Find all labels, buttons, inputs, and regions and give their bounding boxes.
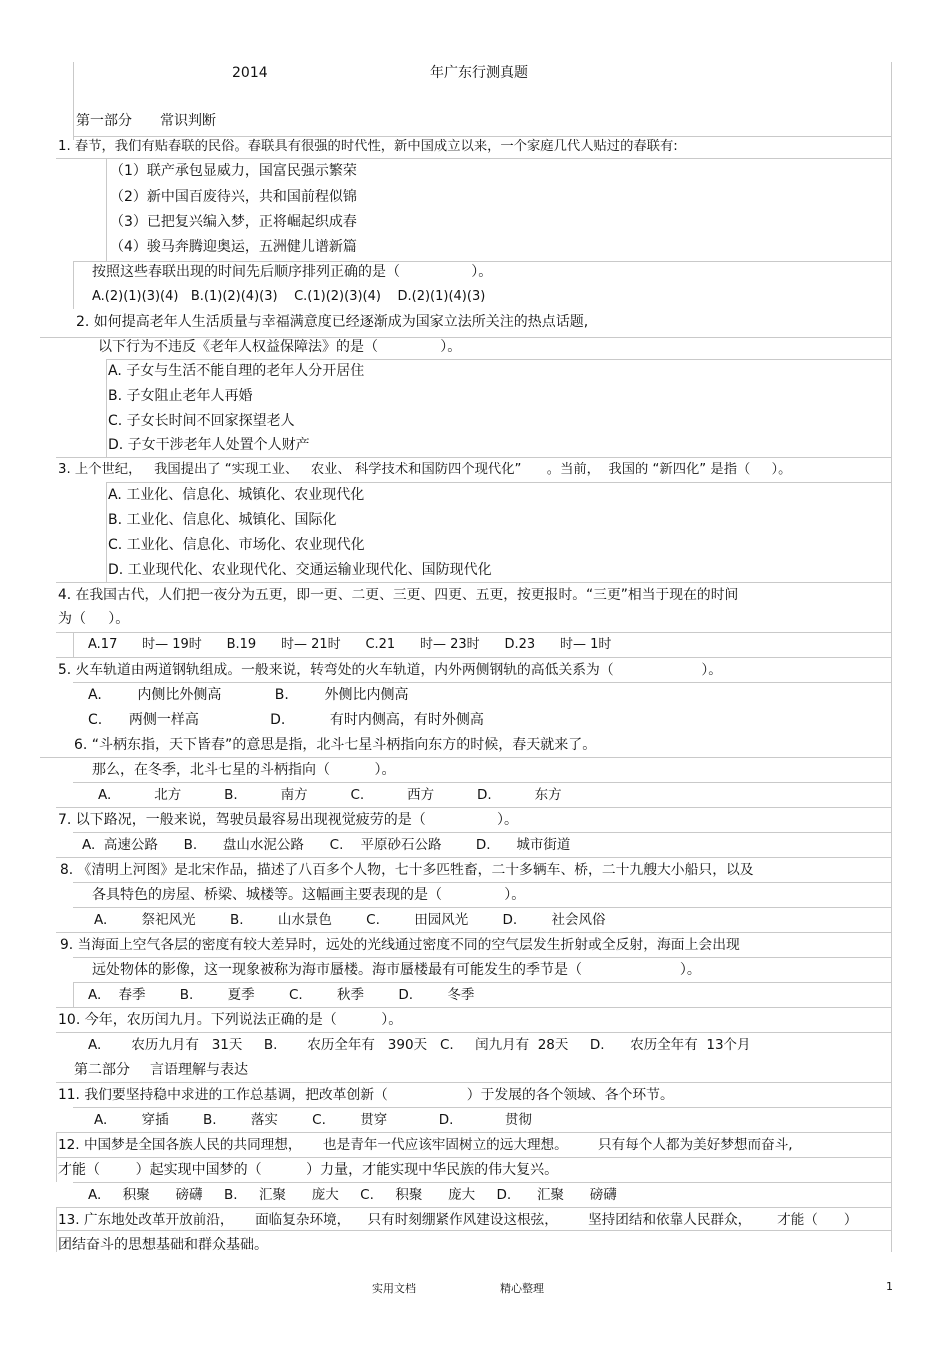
q2-option-a: A. 子女与生活不能自理的老年人分开居住: [108, 363, 365, 379]
q13-stem-1: 13. 广东地处改革开放前沿， 面临复杂环境， 只有时刻绷紧作风建设这根弦， 坚持团结和依靠人民群众， 才能（ ）: [58, 1212, 858, 1228]
q1-item-1: （1）联产承包显威力，国富民强示繁荣: [110, 163, 357, 179]
q1-question-left: [73, 261, 74, 309]
q3-option-b: B. 工业化、信息化、城镇化、国际化: [108, 512, 337, 528]
q2-option-b: B. 子女阻止老年人再婚: [108, 388, 253, 404]
q3-option-a: A. 工业化、信息化、城镇化、农业现代化: [108, 487, 365, 503]
q2-stem-2: 以下行为不违反《老年人权益保障法》的是（ ）。: [98, 339, 462, 355]
rule: [40, 757, 891, 758]
title-year: 2014: [232, 65, 268, 81]
rule: [73, 882, 891, 883]
q2-stem-1: 2. 如何提高老年人生活质量与幸福满意度已经逐渐成为国家立法所关注的热点话题,: [76, 314, 589, 330]
q12-stem-2: 才能（ ）起实现中国梦的（ ）力量，才能实现中华民族的伟大复兴。: [58, 1162, 559, 1178]
rule: [73, 261, 891, 262]
rule: [56, 158, 891, 159]
rule: [73, 907, 891, 908]
q5-stem: 5. 火车轨道由两道钢轨组成。一般来说，转弯处的火车轨道，内外两侧钢轨的高低关系为（ ）。: [58, 662, 723, 678]
q6-stem-1: 6. “斗柄东指，天下皆春”的意思是指，北斗七星斗柄指向东方的时候，春天就来了。: [74, 737, 597, 753]
q3-options-left: [106, 482, 107, 582]
q6-stem-2: 那么，在冬季，北斗七星的斗柄指向（ ）。: [92, 762, 396, 778]
q5-options-1: A. 内侧比外侧高 B. 外侧比内侧高: [88, 687, 409, 703]
footer-left: 实用文档: [372, 1282, 416, 1295]
rule: [56, 1132, 891, 1133]
q12-stem-1: 12. 中国梦是全国各族人民的共同理想， 也是青年一代应该牢固树立的远大理想。 只有每个人都为美好梦想而奋斗,: [58, 1137, 793, 1153]
rule: [56, 457, 891, 458]
q3-option-c: C. 工业化、信息化、市场化、农业现代化: [108, 537, 365, 553]
q13-stem-2: 团结奋斗的思想基础和群众基础。: [58, 1237, 268, 1253]
q3-stem: 3. 上个世纪， 我国提出了 “实现工业、 农业、 科学技术和国防四个现代化” 。当前， 我国的 “新四化” 是指（ ）。: [58, 462, 792, 477]
q11-options: A. 穿插 B. 落实 C. 贯穿 D. 贯彻: [94, 1112, 532, 1128]
rule: [56, 632, 891, 633]
footer-center: 精心整理: [500, 1282, 544, 1295]
rule: [106, 359, 891, 360]
rule: [56, 1082, 891, 1083]
page-number: 1: [886, 1280, 893, 1293]
q1-options: A.(2)(1)(3)(4) B.(1)(2)(4)(3) C.(1)(2)(3)(4) D.(2)(1)(4)(3): [92, 289, 486, 304]
rule: [56, 1207, 891, 1208]
rule: [73, 957, 891, 958]
q7-options: A. 高速公路 B. 盘山水泥公路 C. 平原砂石公路 D. 城市街道: [82, 837, 571, 853]
rule: [56, 1007, 891, 1008]
rule: [73, 1182, 891, 1183]
rule: [73, 832, 891, 833]
q9-stem-1: 9. 当海面上空气各层的密度有较大差异时，远处的光线通过密度不同的空气层发生折射或全反射，海面上会出现: [60, 937, 740, 953]
right-border: [891, 62, 892, 1252]
q4-stem-2: 为（ ）。: [58, 611, 130, 627]
q8-options: A. 祭祀风光 B. 山水景色 C. 田园风光 D. 社会风俗: [94, 912, 606, 928]
q8-stem-1: 8. 《清明上河图》是北宋作品，描述了八百多个人物，七十多匹牲畜，二十多辆车、桥，二十九艘大小船只，以及: [60, 862, 754, 878]
part2-name: 言语理解与表达: [150, 1062, 248, 1078]
q4-options-left: [73, 632, 74, 657]
rule: [73, 1107, 891, 1108]
q11-stem: 11. 我们要坚持稳中求进的工作总基调，把改革创新（ ）于发展的各个领域、各个环节。: [58, 1087, 674, 1103]
q4-stem-1: 4. 在我国古代，人们把一夜分为五更，即一更、二更、三更、四更、五更，按更报时。“三更”相当于现在的时间: [58, 587, 739, 603]
part1-name: 常识判断: [160, 113, 216, 129]
rule: [56, 582, 891, 583]
q4-options: A.17 时— 19时 B.19 时— 21时 C.21 时— 23时 D.23 时— 1时: [88, 637, 612, 652]
q3-option-d: D. 工业现代化、农业现代化、交通运输业现代化、国防现代化: [108, 562, 492, 578]
q2-options-left: [106, 359, 107, 457]
rule: [73, 782, 891, 783]
rule: [56, 1032, 891, 1033]
part2-label: 第二部分: [74, 1062, 130, 1078]
q10-options: A. 农历九月有 31天 B. 农历全年有 390天 C. 闰九月有 28天 D. 农历全年有 13个月: [88, 1037, 751, 1053]
rule: [56, 1230, 891, 1231]
q1-items-left: [106, 158, 107, 261]
rule: [56, 1157, 891, 1158]
q9-options: A. 春季 B. 夏季 C. 秋季 D. 冬季: [88, 987, 475, 1003]
q1-stem: 1. 春节，我们有贴春联的民俗。春联具有很强的时代性，新中国成立以来，一个家庭几代人贴过的春联有:: [58, 139, 678, 154]
q12-options: A. 积聚 磅礴 B. 汇聚 庞大 C. 积聚 庞大 D. 汇聚 磅礴: [88, 1187, 617, 1203]
page-title: 年广东行测真题: [430, 65, 528, 81]
left-border-top: [73, 62, 74, 140]
q6-options: A. 北方 B. 南方 C. 西方 D. 东方: [98, 787, 562, 803]
rule: [106, 482, 891, 483]
rule: [56, 807, 891, 808]
rule: [73, 136, 891, 137]
q1-item-2: （2）新中国百废待兴，共和国前程似锦: [110, 189, 357, 205]
q9-options-left: [73, 982, 74, 1007]
q1-question: 按照这些春联出现的时间先后顺序排列正确的是（ ）。: [92, 264, 493, 280]
q8-stem-2: 各具特色的房屋、桥梁、城楼等。这幅画主要表现的是（ ）。: [92, 887, 526, 903]
q1-item-3: （3）已把复兴编入梦，正将崛起织成春: [110, 214, 357, 230]
q7-stem: 7. 以下路况，一般来说，驾驶员最容易出现视觉疲劳的是（ ）。: [58, 812, 519, 828]
rule: [56, 857, 891, 858]
rule: [56, 932, 891, 933]
q10-stem: 10. 今年，农历闰九月。下列说法正确的是（ ）。: [58, 1012, 403, 1028]
rule: [73, 982, 891, 983]
q2-option-d: D. 子女干涉老年人处置个人财产: [108, 437, 310, 453]
q5-options-2: C. 两侧一样高 D. 有时内侧高，有时外侧高: [88, 712, 484, 728]
part1-label: 第一部分: [76, 113, 132, 129]
q9-stem-2: 远处物体的影像，这一现象被称为海市蜃楼。海市蜃楼最有可能发生的季节是（ ）。: [92, 962, 701, 978]
q2-option-c: C. 子女长时间不回家探望老人: [108, 413, 295, 429]
rule: [73, 682, 891, 683]
q1-item-4: （4）骏马奔腾迎奥运，五洲健儿谱新篇: [110, 239, 357, 255]
rule: [56, 657, 891, 658]
